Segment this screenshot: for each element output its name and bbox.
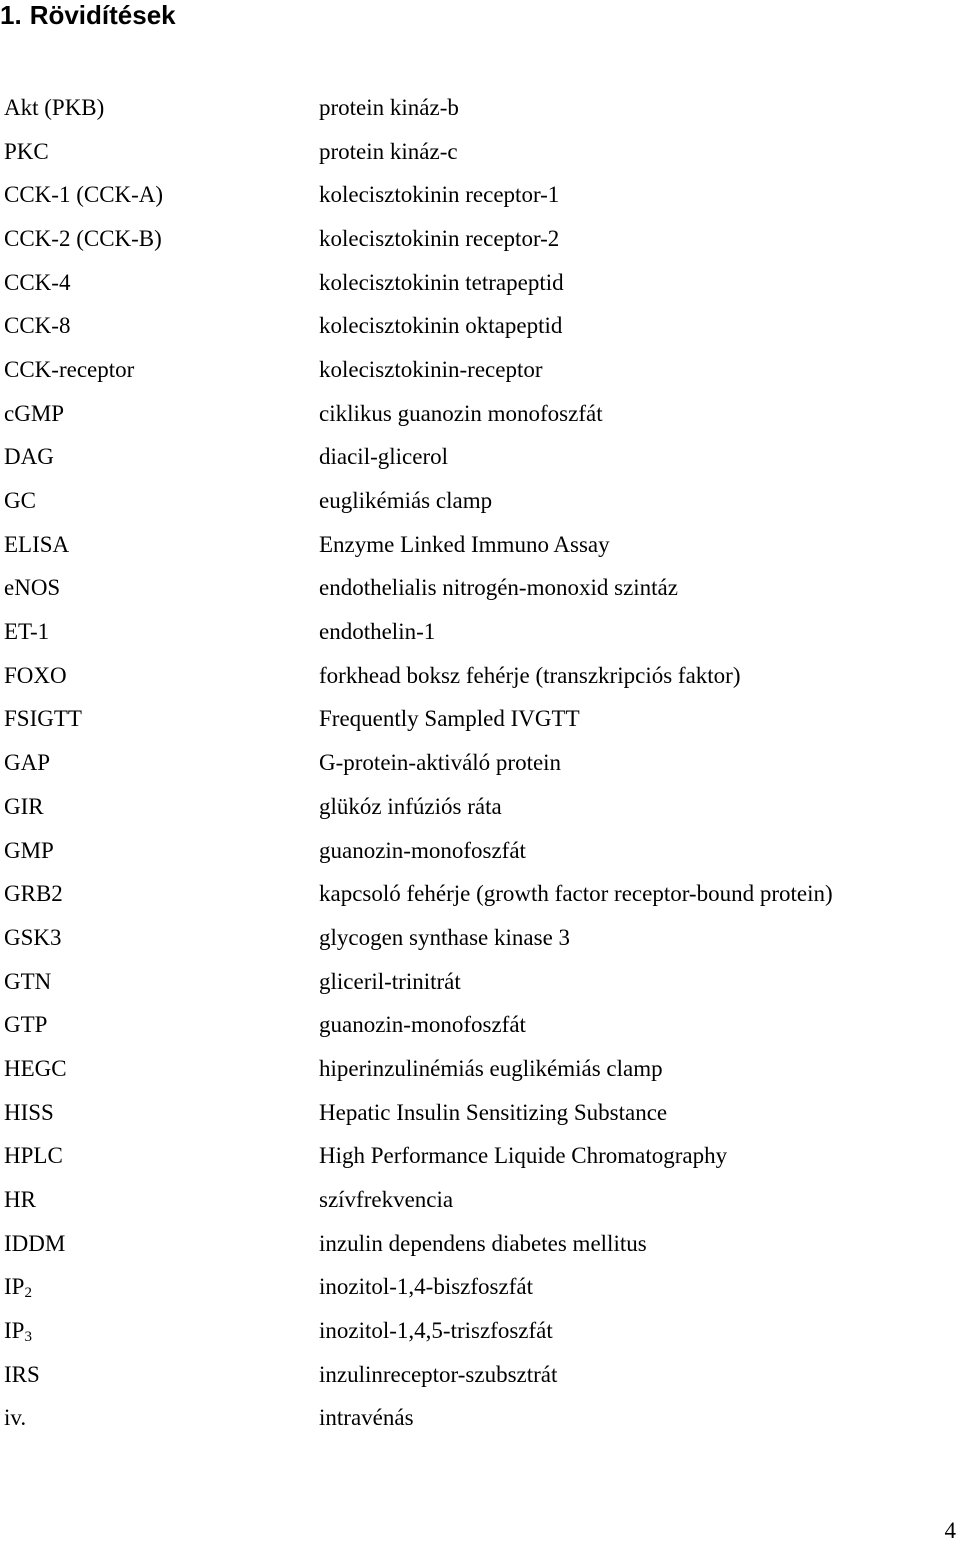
abbreviation-row	[4, 1047, 944, 1091]
abbreviation-row	[4, 1353, 944, 1397]
abbreviation-definition: kolecisztokinin oktapeptid	[319, 313, 563, 339]
abbreviation-row	[4, 916, 944, 960]
abbreviation-term: GAP	[4, 750, 51, 776]
abbreviation-subscript: 3	[24, 1329, 32, 1346]
abbreviation-definition: inzulinreceptor-szubsztrát	[319, 1361, 558, 1387]
abbreviation-term: HEGC	[4, 1055, 67, 1081]
abbreviation-term: $IP_3$	[4, 1318, 32, 1346]
abbreviation-definition: Enzyme Linked Immuno Assay	[319, 531, 610, 557]
abbreviation-term: ELISA	[4, 531, 70, 557]
abbreviation-definition: endothelialis nitrogén-monoxid szintáz	[319, 575, 678, 601]
abbreviation-term: GC	[4, 488, 36, 514]
abbreviation-row	[4, 1222, 944, 1266]
abbreviation-row	[4, 654, 944, 698]
abbreviation-term: CCK-2 (CCK-B)	[4, 225, 162, 251]
abbreviation-row	[4, 1309, 944, 1353]
abbreviation-definition: gliceril-trinitrát	[319, 968, 461, 994]
abbreviation-term: HISS	[4, 1099, 54, 1125]
abbreviation-row	[4, 348, 944, 392]
abbreviation-definition: protein kináz-c	[319, 138, 458, 164]
abbreviation-row	[4, 479, 944, 523]
abbreviation-definition: kolecisztokinin receptor-2	[319, 225, 560, 251]
abbreviation-row	[4, 829, 944, 873]
abbreviation-term: GMP	[4, 837, 54, 863]
abbreviation-definition: forkhead boksz fehérje (transzkripciós faktor)	[319, 662, 741, 688]
abbreviation-row	[4, 523, 944, 567]
abbreviation-term: GIR	[4, 793, 44, 819]
abbreviation-term: GRB2	[4, 881, 63, 907]
abbreviation-row	[4, 872, 944, 916]
abbreviation-term: HR	[4, 1187, 36, 1213]
abbreviation-definition: endothelin-1	[319, 619, 436, 645]
abbreviation-definition: guanozin-monofoszfát	[319, 1012, 526, 1038]
abbreviation-definition: inozitol-1,4-biszfoszfát	[319, 1274, 533, 1300]
abbreviation-row	[4, 1003, 944, 1047]
abbreviation-definition: guanozin-monofoszfát	[319, 837, 526, 863]
abbreviation-row	[4, 217, 944, 261]
abbreviation-definition: protein kináz-b	[319, 94, 459, 120]
abbreviation-term: ET-1	[4, 619, 50, 645]
abbreviation-list	[4, 86, 944, 1440]
abbreviation-subscript: 2	[24, 1285, 32, 1302]
abbreviation-term: GTP	[4, 1012, 48, 1038]
abbreviation-term: $IP_2$	[4, 1274, 32, 1302]
abbreviation-definition: glycogen synthase kinase 3	[319, 924, 571, 950]
abbreviation-row	[4, 610, 944, 654]
abbreviation-row	[4, 261, 944, 305]
abbreviation-term: PKC	[4, 138, 49, 164]
abbreviation-term: iv.	[4, 1405, 27, 1431]
abbreviation-row	[4, 173, 944, 217]
abbreviation-definition: kolecisztokinin receptor-1	[319, 182, 560, 208]
abbreviation-row	[4, 1266, 944, 1310]
section-number: 1.	[0, 0, 22, 30]
abbreviation-term: cGMP	[4, 400, 65, 426]
abbreviation-row	[4, 960, 944, 1004]
section-heading	[0, 0, 176, 30]
abbreviation-term: GTN	[4, 968, 52, 994]
abbreviation-row	[4, 741, 944, 785]
abbreviation-row	[4, 304, 944, 348]
abbreviation-row	[4, 1397, 944, 1441]
abbreviation-row	[4, 698, 944, 742]
abbreviation-definition: G-protein-aktiváló protein	[319, 750, 562, 776]
abbreviation-row	[4, 130, 944, 174]
abbreviation-term: CCK-4	[4, 269, 71, 295]
abbreviation-definition: diacil-glicerol	[319, 444, 448, 470]
abbreviation-definition: szívfrekvencia	[319, 1187, 454, 1213]
abbreviation-definition: kapcsoló fehérje (growth factor receptor-bound protein)	[319, 881, 833, 907]
abbreviation-definition: euglikémiás clamp	[319, 488, 493, 514]
abbreviation-definition: hiperinzulinémiás euglikémiás clamp	[319, 1055, 663, 1081]
abbreviation-definition: Hepatic Insulin Sensitizing Substance	[319, 1099, 668, 1125]
abbreviation-definition: ciklikus guanozin monofoszfát	[319, 400, 603, 426]
abbreviation-definition: intravénás	[319, 1405, 414, 1431]
abbreviation-definition: inozitol-1,4,5-triszfoszfát	[319, 1318, 553, 1344]
abbreviation-definition: Frequently Sampled IVGTT	[319, 706, 580, 732]
abbreviation-term: Akt (PKB)	[4, 94, 105, 120]
abbreviation-row	[4, 392, 944, 436]
abbreviation-term: FOXO	[4, 662, 67, 688]
abbreviation-row	[4, 436, 944, 480]
abbreviation-term: FSIGTT	[4, 706, 82, 732]
abbreviation-term: HPLC	[4, 1143, 63, 1169]
abbreviation-row	[4, 567, 944, 611]
abbreviation-row	[4, 86, 944, 130]
section-title: Rövidítések	[29, 0, 176, 30]
abbreviation-definition: High Performance Liquide Chromatography	[319, 1143, 728, 1169]
abbreviation-term: CCK-receptor	[4, 356, 135, 382]
abbreviation-row	[4, 1178, 944, 1222]
abbreviation-definition: kolecisztokinin-receptor	[319, 356, 543, 382]
abbreviation-term: IDDM	[4, 1230, 66, 1256]
abbreviation-definition: kolecisztokinin tetrapeptid	[319, 269, 564, 295]
abbreviation-term: eNOS	[4, 575, 61, 601]
abbreviation-row	[4, 785, 944, 829]
abbreviation-row	[4, 1135, 944, 1179]
abbreviation-row	[4, 1091, 944, 1135]
abbreviation-term: CCK-1 (CCK-A)	[4, 182, 164, 208]
abbreviation-term: CCK-8	[4, 313, 71, 339]
abbreviation-definition: glükóz infúziós ráta	[319, 793, 502, 819]
abbreviation-term: DAG	[4, 444, 54, 470]
page-number: 4	[944, 1518, 956, 1543]
abbreviation-definition: inzulin dependens diabetes mellitus	[319, 1230, 647, 1256]
abbreviation-term: GSK3	[4, 924, 62, 950]
abbreviation-term: IRS	[4, 1361, 40, 1387]
